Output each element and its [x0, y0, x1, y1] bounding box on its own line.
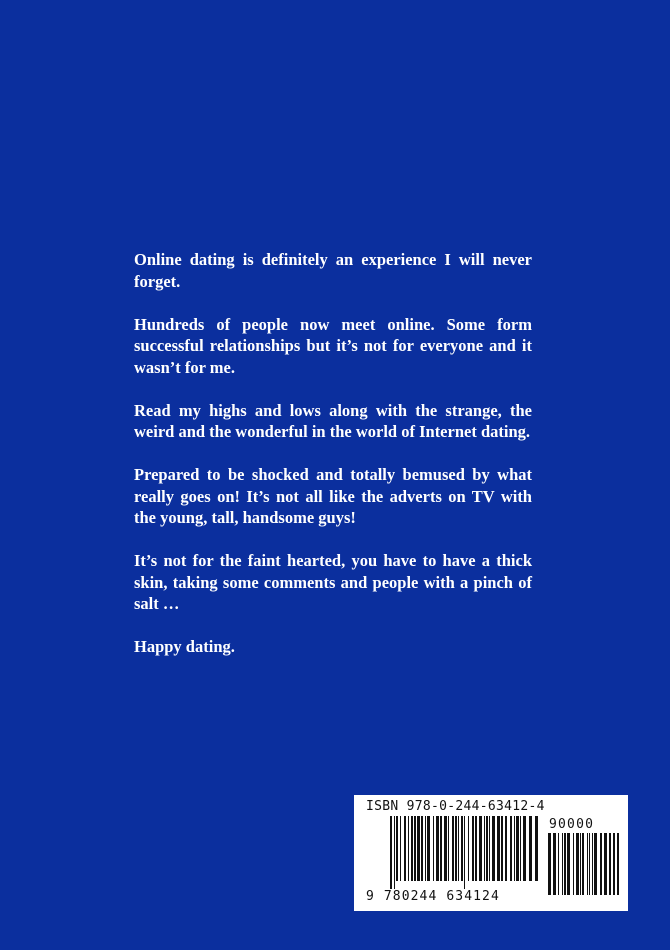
blurb-paragraph-3: Read my highs and lows along with the strange, the weird and the wonderful in the world of Internet dating.	[134, 400, 532, 441]
barcode-bar	[489, 816, 490, 881]
barcode-bar	[444, 816, 447, 881]
barcode-bar	[411, 816, 413, 881]
barcode-bar	[548, 833, 551, 895]
barcode-bar	[394, 816, 395, 889]
barcode-bar	[553, 833, 556, 895]
price-code: 90000	[549, 817, 595, 832]
barcode-bar	[582, 833, 584, 895]
blurb-paragraph-1: Online dating is definitely an experience I will never forget.	[134, 250, 532, 291]
barcode-bar	[414, 816, 416, 881]
barcode-bar	[421, 816, 423, 881]
barcode-bar	[475, 816, 477, 881]
barcode-bar	[617, 833, 619, 895]
barcode-bar	[600, 833, 602, 895]
barcode-bar	[567, 833, 570, 895]
price-addon-bars	[548, 833, 619, 895]
barcode-bar	[520, 816, 521, 881]
barcode-bar	[573, 833, 574, 895]
barcode-digits: 9 780244 634124	[366, 889, 500, 904]
barcode-bar	[484, 816, 485, 881]
barcode-bar	[455, 816, 457, 881]
barcode-bar	[564, 833, 566, 895]
barcode-bar	[486, 816, 488, 881]
barcode-bar	[464, 816, 465, 889]
ean13-bars	[390, 816, 538, 889]
barcode-bar	[404, 816, 406, 881]
barcode-bar	[529, 816, 532, 881]
barcode-bar	[461, 816, 463, 881]
barcode-bar	[516, 816, 519, 881]
barcode-bar	[589, 833, 590, 895]
barcode-bar	[592, 833, 593, 895]
barcode-bar	[514, 816, 515, 881]
barcode-bar	[427, 816, 430, 881]
barcode-bar	[613, 833, 615, 895]
barcode-bar	[505, 816, 507, 881]
blurb-paragraph-4: Prepared to be shocked and totally bemused by what really goes on! It’s not all like the adverts on TV with the young, tall, handsome guys!	[134, 465, 532, 527]
barcode-bar	[468, 816, 469, 881]
barcode-bar	[425, 816, 426, 881]
barcode-bar	[472, 816, 474, 881]
barcode-bar	[497, 816, 500, 881]
barcode-bar	[609, 833, 611, 895]
barcode-bar	[479, 816, 482, 881]
isbn-label: ISBN 978-0-244-63412-4	[366, 799, 545, 814]
barcode-bar	[433, 816, 434, 881]
barcode-bar	[400, 816, 401, 881]
barcode-bar	[492, 816, 495, 881]
barcode-bar	[436, 816, 439, 881]
barcode-bar	[587, 833, 588, 895]
blurb-paragraph-6: Happy dating.	[134, 637, 235, 656]
barcode-bar	[523, 816, 526, 881]
barcode-bar	[408, 816, 409, 881]
barcode-bar	[448, 816, 449, 881]
barcode-bar	[452, 816, 454, 881]
barcode-bar	[396, 816, 398, 881]
barcode-bar	[458, 816, 459, 881]
barcode-bar	[501, 816, 503, 881]
barcode-bar	[562, 833, 563, 895]
barcode-bar	[558, 833, 559, 895]
barcode-bar	[576, 833, 579, 895]
barcode-bar	[535, 816, 538, 881]
blurb-paragraph-5: It’s not for the faint hearted, you have to have a thick skin, taking some comments and people with a pinch of salt …	[134, 551, 532, 613]
barcode-bar	[440, 816, 442, 881]
barcode-bar	[604, 833, 607, 895]
blurb-text	[134, 249, 532, 679]
isbn-barcode	[354, 795, 628, 911]
barcode-bar	[580, 833, 581, 895]
barcode-bar	[510, 816, 512, 881]
barcode-bar	[390, 816, 392, 889]
barcode-bar	[417, 816, 420, 881]
blurb-paragraph-2: Hundreds of people now meet online. Some form successful relationships but it’s not for everyone and it wasn’t for me.	[134, 314, 532, 377]
barcode-bar	[594, 833, 597, 895]
